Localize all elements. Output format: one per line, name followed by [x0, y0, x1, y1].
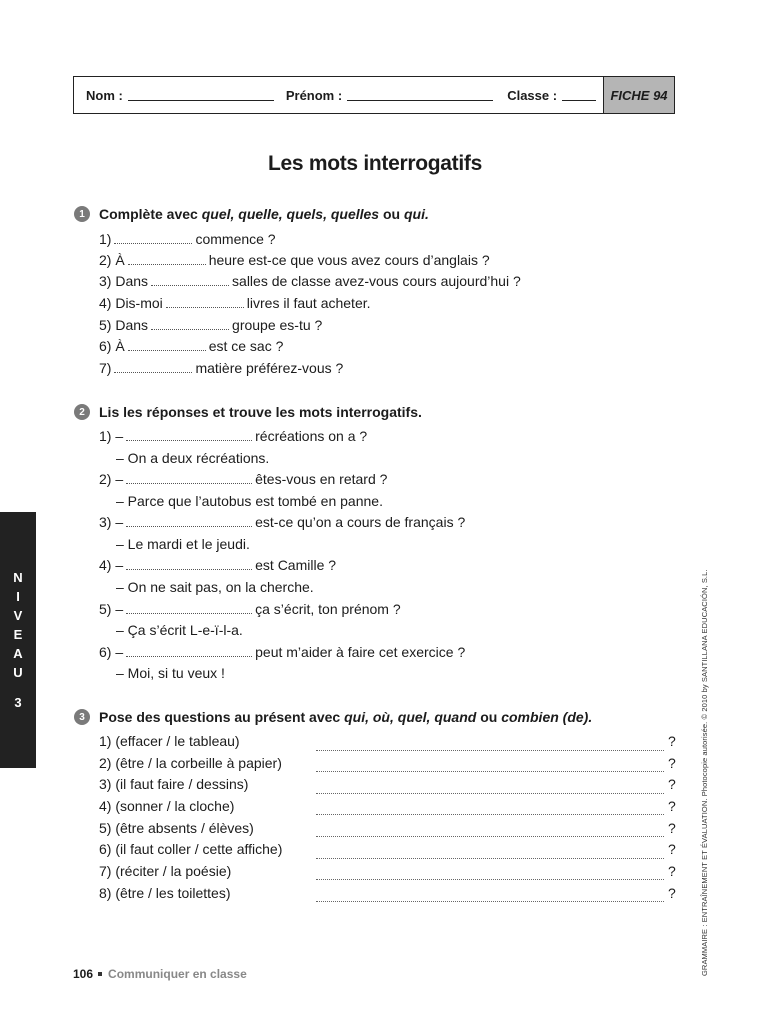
ex3-question-mark: ? [668, 841, 676, 857]
ex3-question-mark: ? [668, 820, 676, 836]
ex1-blank[interactable] [114, 362, 192, 373]
exercise2-instruction: Lis les réponses et trouve les mots interrogatifs. [99, 404, 422, 420]
ex1-item [99, 360, 343, 376]
ex1-item-before: 6) À [99, 338, 125, 354]
ex3-answer-line[interactable] [316, 900, 664, 902]
ex1-item-after: heure est-ce que vous avez cours d’anglais ? [208, 252, 490, 268]
ex1-item-after: groupe es-tu ? [232, 317, 323, 333]
niveau-level: 3 [14, 695, 22, 710]
exercise3-instruction-last: combien (de). [501, 709, 593, 725]
ex2-answer: – Moi, si tu veux ! [116, 665, 225, 681]
ex3-answer-line[interactable] [316, 857, 664, 859]
ex1-item [99, 295, 371, 311]
ex1-item-before: 5) Dans [99, 317, 149, 333]
ex2-question [99, 471, 387, 487]
niveau-letter: E [13, 627, 23, 642]
ex3-answer-line[interactable] [316, 749, 664, 751]
ex2-question-after: peut m’aider à faire cet exercice ? [255, 644, 466, 660]
page-number: 106 [73, 967, 94, 981]
ex2-question-before: 3) – [99, 514, 124, 530]
niveau-letter: I [16, 589, 20, 604]
exercise1-number: 1 [74, 206, 90, 222]
ex2-question [99, 601, 401, 617]
ex1-blank[interactable] [114, 233, 192, 244]
ex3-question-mark: ? [668, 863, 676, 879]
ex1-item-after: matière préférez-vous ? [195, 360, 344, 376]
ex2-blank[interactable] [126, 430, 252, 441]
ex2-answer: – On ne sait pas, on la cherche. [116, 579, 314, 595]
ex2-question [99, 514, 465, 530]
ex1-item-after: salles de classe avez-vous cours aujourd’hui ? [232, 273, 521, 289]
ex2-question [99, 557, 336, 573]
niveau-tab [0, 512, 36, 768]
nom-line[interactable] [128, 90, 274, 101]
ex3-question-mark: ? [668, 798, 676, 814]
section-name: Communiquer en classe [108, 967, 247, 981]
ex2-question-after: ça s’écrit, ton prénom ? [255, 601, 401, 617]
nom-field [86, 88, 274, 103]
ex3-prompt: 7) (réciter / la poésie) [99, 863, 232, 879]
footer [73, 967, 247, 981]
ex1-item-before: 2) À [99, 252, 125, 268]
exercise3-instruction-words: qui, où, quel, quand [344, 709, 477, 725]
ex3-prompt: 3) (il faut faire / dessins) [99, 776, 249, 792]
copyright-notice: GRAMMAIRE : ENTRAÎNEMENT ET ÉVALUATION. Photocopie autorisée. © 2010 by SANTILLANA EDUCACIÓN, S.L. [700, 569, 709, 976]
nom-label: Nom : [86, 87, 123, 103]
header-box [73, 76, 675, 114]
exercise3-instruction-prefix: Pose des questions au présent avec [99, 709, 345, 725]
ex2-answer: – Le mardi et le jeudi. [116, 536, 250, 552]
ex1-item-after: commence ? [195, 231, 276, 247]
ex2-answer: – Ça s’écrit L-e-ï-l-a. [116, 622, 243, 638]
classe-line[interactable] [562, 90, 596, 101]
ex2-answer: – Parce que l’autobus est tombé en panne. [116, 493, 383, 509]
ex1-item [99, 338, 283, 354]
ex1-item-after: est ce sac ? [208, 338, 284, 354]
ex1-blank[interactable] [128, 254, 206, 265]
classe-field [507, 88, 596, 103]
exercise3-number: 3 [74, 709, 90, 725]
ex2-blank[interactable] [126, 473, 252, 484]
ex3-answer-line[interactable] [316, 792, 664, 794]
ex2-question-after: récréations on a ? [255, 428, 368, 444]
ex2-question-before: 4) – [99, 557, 124, 573]
ex1-item-before: 1) [99, 231, 112, 247]
ex3-answer-line[interactable] [316, 813, 664, 815]
ex2-blank[interactable] [126, 516, 252, 527]
ex3-prompt: 4) (sonner / la cloche) [99, 798, 235, 814]
ex2-question-after: êtes-vous en retard ? [255, 471, 388, 487]
exercise1-instruction-last: qui. [404, 206, 429, 222]
ex3-question-mark: ? [668, 755, 676, 771]
ex1-item [99, 231, 276, 247]
prenom-line[interactable] [347, 90, 493, 101]
ex1-blank[interactable] [151, 275, 229, 286]
ex2-question-before: 2) – [99, 471, 124, 487]
exercise1-instruction-prefix: Complète avec [99, 206, 202, 222]
ex1-item-before: 3) Dans [99, 273, 149, 289]
ex1-blank[interactable] [166, 297, 244, 308]
ex3-answer-line[interactable] [316, 770, 664, 772]
ex3-question-mark: ? [668, 733, 676, 749]
exercise1-instruction-mid: ou [379, 206, 404, 222]
ex3-prompt: 1) (effacer / le tableau) [99, 733, 240, 749]
ex3-prompt: 5) (être absents / élèves) [99, 820, 254, 836]
ex2-question-before: 5) – [99, 601, 124, 617]
niveau-letter: V [13, 608, 23, 623]
niveau-letter: U [13, 665, 23, 680]
ex2-blank[interactable] [126, 646, 252, 657]
ex1-item-after: livres il faut acheter. [246, 295, 371, 311]
ex3-question-mark: ? [668, 885, 676, 901]
ex1-blank[interactable] [128, 340, 206, 351]
exercise3-instruction-mid: ou [476, 709, 502, 725]
ex1-blank[interactable] [151, 319, 229, 330]
ex1-item [99, 273, 521, 289]
exercise2-number: 2 [74, 404, 90, 420]
ex2-blank[interactable] [126, 559, 252, 570]
ex2-question [99, 644, 465, 660]
exercise2-heading [74, 404, 422, 420]
ex2-question-before: 6) – [99, 644, 124, 660]
ex2-question-after: est-ce qu’on a cours de français ? [255, 514, 466, 530]
niveau-letter: N [13, 570, 23, 585]
ex1-item [99, 317, 322, 333]
ex1-item-before: 7) [99, 360, 112, 376]
prenom-field [286, 88, 493, 103]
ex1-item [99, 252, 490, 268]
prenom-label: Prénom : [285, 87, 343, 103]
fiche-badge: FICHE 94 [603, 77, 674, 113]
page-title: Les mots interrogatifs [268, 152, 482, 175]
bullet-square-icon [98, 972, 102, 976]
exercise1-instruction-words: quel, quelle, quels, quelles [201, 206, 380, 222]
ex2-answer: – On a deux récréations. [116, 450, 270, 466]
niveau-letter: A [13, 646, 23, 661]
exercise3-heading [74, 709, 592, 725]
ex3-answer-line[interactable] [316, 835, 664, 837]
ex1-item-before: 4) Dis-moi [99, 295, 163, 311]
classe-label: Classe : [507, 87, 558, 103]
ex2-question [99, 428, 367, 444]
ex2-blank[interactable] [126, 603, 252, 614]
ex2-question-before: 1) – [99, 428, 124, 444]
exercise1-heading [74, 206, 429, 222]
ex3-prompt: 8) (être / les toilettes) [99, 885, 231, 901]
ex2-question-after: est Camille ? [255, 557, 337, 573]
ex3-prompt: 6) (il faut coller / cette affiche) [99, 841, 283, 857]
ex3-question-mark: ? [668, 776, 676, 792]
ex3-prompt: 2) (être / la corbeille à papier) [99, 755, 282, 771]
ex3-answer-line[interactable] [316, 878, 664, 880]
